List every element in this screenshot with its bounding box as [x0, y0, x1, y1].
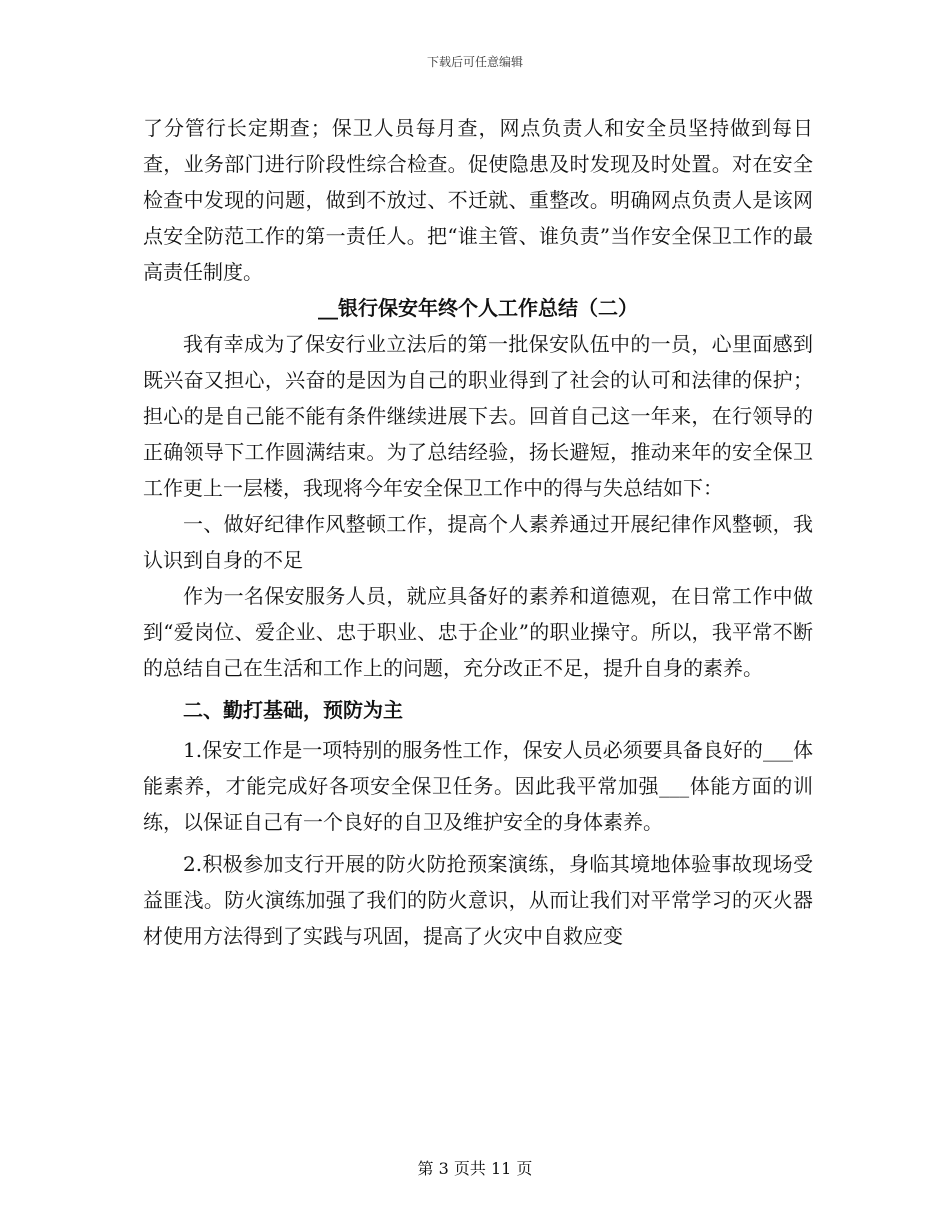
document-body [143, 110, 813, 954]
section-title: __银行保安年终个人工作总结（二） [318, 296, 638, 320]
page-header: 下载后可任意编辑 [426, 55, 523, 69]
paragraph-item-1: 1.保安工作是一项特别的服务性工作，保安人员必须要具备良好的___体能素养，才能完成好各项安全保卫任务。因此我平常加强___体能方面的训练，以保证自己有一个良好的自卫及维护安全的身体素养。 [143, 738, 813, 834]
paragraph-point-one: 一、做好纪律作风整顿工作，提高个人素养通过开展纪律作风整顿，我认识到自身的不足 [143, 512, 813, 572]
paragraph-item-2: 2.积极参加支行开展的防火防抢预案演练，身临其境地体验事故现场受益匪浅。防火演练加强了我们的防火意识，从而让我们对平常学习的灭火器材使用方法得到了实践与巩固，提高了火灾中自救应变 [143, 852, 813, 948]
page-footer: 第 3 页共 11 页 [417, 1159, 533, 1178]
paragraph-intro: 我有幸成为了保安行业立法后的第一批保安队伍中的一员，心里面感到既兴奋又担心，兴奋的是因为自己的职业得到了社会的认可和法律的保护；担心的是自己能不能有条件继续进展下去。回首自己这一年来，在行领导的正确领导下工作圆满结束。为了总结经验，扬长避短，推动来年的安全保卫工作更上一层楼，我现将今年安全保卫工作中的得与失总结如下： [143, 332, 813, 500]
subheading-point-two: 二、勤打基础，预防为主 [183, 698, 403, 722]
paragraph-point-one-detail: 作为一名保安服务人员，就应具备好的素养和道德观，在日常工作中做到“爱岗位、爱企业、忠于职业、忠于企业”的职业操守。所以，我平常不断的总结自己在生活和工作上的问题，充分改正不足，提升自身的素养。 [143, 584, 813, 680]
paragraph-continued: 了分管行长定期查；保卫人员每月查，网点负责人和安全员坚持做到每日查，业务部门进行阶段性综合检查。促使隐患及时发现及时处置。对在安全检查中发现的问题，做到不放过、不迁就、重整改。明确网点负责人是该网点安全防范工作的第一责任人。把“谁主管、谁负责”当作安全保卫工作的最高责任制度。 [143, 116, 813, 284]
